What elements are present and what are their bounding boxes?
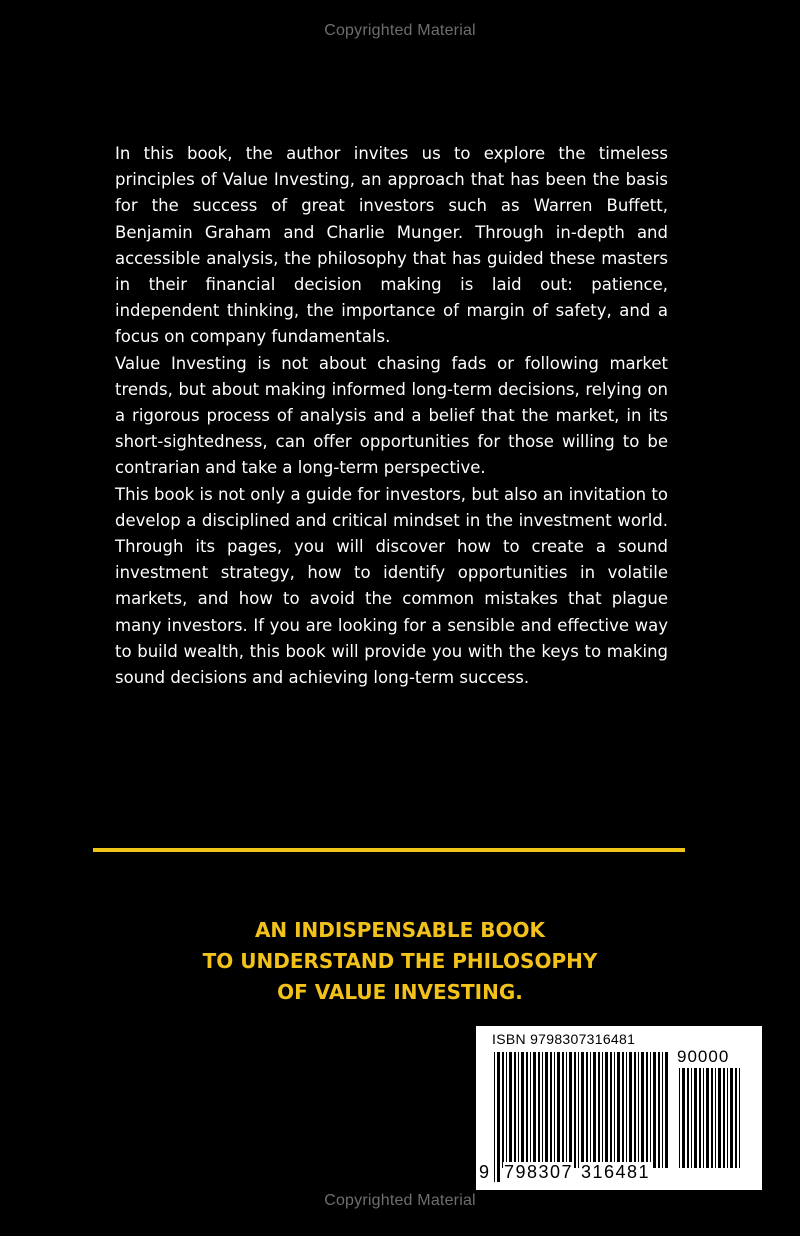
barcode-bar xyxy=(629,1052,632,1168)
barcode-bar xyxy=(566,1052,567,1168)
barcode-bar xyxy=(711,1068,713,1168)
isbn-label: ISBN 9798307316481 xyxy=(492,1031,636,1047)
barcode-bar xyxy=(626,1052,627,1168)
barcode-bar xyxy=(538,1052,540,1168)
barcode-bar xyxy=(727,1068,728,1168)
barcode-bar xyxy=(703,1068,704,1168)
barcode-bar xyxy=(617,1052,620,1168)
barcode-bar xyxy=(590,1052,591,1168)
blurb-paragraph-2: Value Investing is not about chasing fads or following market trends, but about making informed long-term decisions, relying on a rigorous process of analysis and a belief that the market, in its short-sightedness, can offer opportunities for those willing to be contrarian and take a long-term perspective. xyxy=(115,353,668,478)
blurb-paragraph-3: This book is not only a guide for investors, but also an invitation to develop a disciplined and critical mindset in the investment world. Through its pages, you will discover how to create a sound investment strategy, how to identify opportunities in volatile markets, and how to avoid the common mistakes that plague many investors. If you are looking for a sensible and effective way to build wealth, this book will provide you with the keys to making sound decisions and achieving long-term success. xyxy=(115,484,668,688)
barcode-bar xyxy=(521,1052,524,1168)
barcode-bar xyxy=(557,1052,560,1168)
barcode-bar xyxy=(723,1068,725,1168)
watermark-top: Copyrighted Material xyxy=(324,22,476,39)
back-cover-blurb xyxy=(115,141,668,691)
barcode-bar xyxy=(739,1068,740,1168)
barcode-bar xyxy=(550,1052,552,1168)
barcode-bar xyxy=(526,1052,528,1168)
barcode-bar xyxy=(569,1052,572,1168)
gold-divider xyxy=(93,848,685,852)
barcode-bar xyxy=(634,1052,636,1168)
barcode-bar xyxy=(679,1068,680,1168)
barcode-bar xyxy=(641,1052,644,1168)
barcode-bar xyxy=(699,1068,701,1168)
barcode-digits-right: 316481 xyxy=(581,1162,651,1182)
barcode-bar xyxy=(706,1068,709,1168)
barcode-digits-left: 798307 xyxy=(504,1162,574,1182)
barcode-bar xyxy=(586,1052,588,1168)
barcode-bar xyxy=(578,1052,579,1168)
barcode-bar xyxy=(509,1052,512,1168)
barcode-bar xyxy=(574,1052,576,1168)
barcode-bar xyxy=(502,1052,504,1168)
barcode-bar xyxy=(593,1052,596,1168)
barcode-bar xyxy=(562,1052,564,1168)
barcode-bar xyxy=(653,1052,656,1168)
barcode-bar xyxy=(542,1052,543,1168)
barcode-bar xyxy=(554,1052,555,1168)
barcode-bar xyxy=(650,1052,651,1168)
tagline xyxy=(140,915,660,1008)
blurb-paragraph-1: In this book, the author invites us to explore the timeless principles of Value Investing, an approach that has been the basis for the success of great investors such as Warren Buffett, Benjamin Graham and Charlie Munger. Through in-depth and accessible analysis, the philosophy that has guided these masters in their financial decision making is laid out: patience, independent thinking, the importance of margin of safety, and a focus on company fundamentals. xyxy=(115,144,668,347)
barcode-bar xyxy=(598,1052,600,1168)
barcode-bar xyxy=(605,1052,608,1168)
tagline-line-2: TO UNDERSTAND THE PHILOSOPHY xyxy=(202,949,598,973)
barcode-bar xyxy=(622,1052,624,1168)
barcode-bar xyxy=(638,1052,639,1168)
watermark-bottom: Copyrighted Material xyxy=(324,1192,476,1209)
barcode-bar xyxy=(658,1052,660,1168)
barcode-bar xyxy=(662,1052,663,1168)
price-code: 90000 xyxy=(677,1047,730,1066)
barcode-bar xyxy=(715,1068,716,1168)
isbn-barcode-box xyxy=(476,1026,762,1190)
barcode-bar xyxy=(530,1052,531,1168)
barcode-bar xyxy=(518,1052,519,1168)
barcode-bar xyxy=(610,1052,612,1168)
barcode-bar xyxy=(735,1068,737,1168)
barcode-bar xyxy=(533,1052,536,1168)
price-addon-barcode xyxy=(677,1068,743,1182)
barcode-bar xyxy=(506,1052,507,1168)
barcode-bar xyxy=(602,1052,603,1168)
barcode-bar xyxy=(687,1068,689,1168)
tagline-line-1: AN INDISPENSABLE BOOK xyxy=(254,918,546,942)
barcode-digits xyxy=(476,1162,672,1186)
barcode-bar xyxy=(718,1068,721,1168)
barcode-bar xyxy=(691,1068,692,1168)
barcode-bar xyxy=(682,1068,685,1168)
barcode-bar xyxy=(581,1052,584,1168)
barcode-digit-first: 9 xyxy=(479,1162,490,1182)
barcode-bar xyxy=(665,1052,668,1168)
barcode-bar xyxy=(545,1052,548,1168)
barcode-bar xyxy=(694,1068,697,1168)
barcode-bar xyxy=(514,1052,516,1168)
barcode-bar xyxy=(646,1052,648,1168)
barcode-bar xyxy=(730,1068,733,1168)
tagline-line-3: OF VALUE INVESTING. xyxy=(277,980,523,1004)
